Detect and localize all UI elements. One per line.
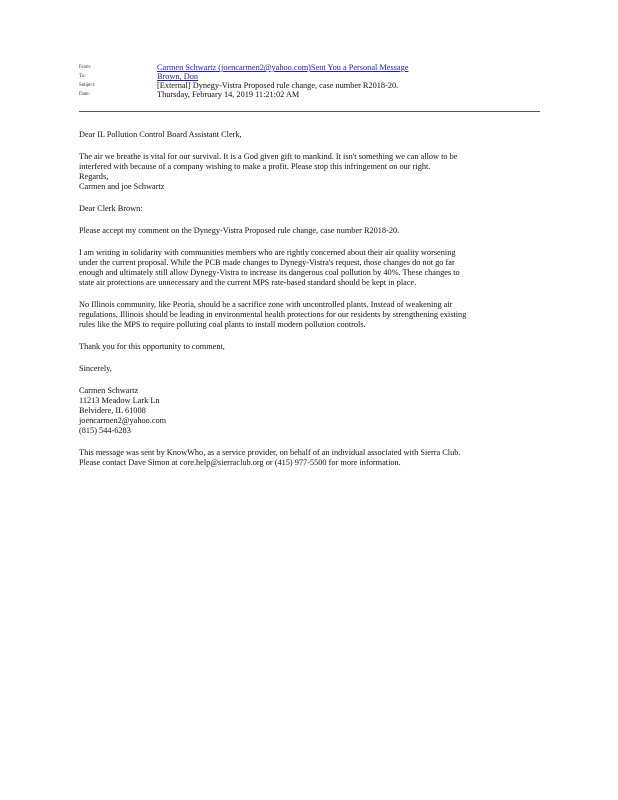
signature-street: 11213 Meadow Lark Ln (79, 396, 160, 405)
paragraph-line: regulations, Illinois should be leading in environmental health protections for our residents by strengthening existing (79, 310, 467, 319)
subject-value: [External] Dynegy-Vistra Proposed rule change, case number R2018-20. (157, 81, 399, 90)
paragraph-line: rules like the MPS to require polluting coal plants to install modern pollution controls. (79, 320, 366, 329)
paragraph-line: under the current proposal. While the PCB made changes to Dynegy-Vistra's request, those changes do not go far (79, 258, 455, 267)
email-body (79, 130, 539, 468)
header-to-row (79, 72, 549, 81)
to-label: To: (79, 74, 86, 79)
footer-notice (79, 448, 539, 468)
closing-line: Sincerely, (79, 364, 112, 373)
paragraph-line: enough and ultimately still allow Dynegy-Vistra to increase its dangerous coal pollution by 40%. These changes to (79, 268, 460, 277)
footer-line: This message was sent by KnowWho, as a service provider, on behalf of an individual associated with Sierra Club. (79, 448, 461, 457)
signature-city: Belvidere, IL 61008 (79, 406, 146, 415)
paragraph-line: Regards, (79, 172, 109, 181)
header-from-row (79, 63, 549, 72)
subject-label: Subject: (79, 83, 96, 88)
paragraph-line: No Illinois community, like Peoria, should be a sacrifice zone with uncontrolled plants. Instead of weakening air (79, 300, 453, 309)
footer-line: Please contact Dave Simon at core.help@sierraclub.org or (415) 977-5500 for more information. (79, 458, 401, 467)
signature-email: joencarmen2@yahoo.com (79, 416, 167, 425)
paragraph-line: state air protections are unnecessary and the current MPS rate-based standard should be kept in place. (79, 278, 417, 287)
to-value-link[interactable]: Brown, Don (157, 72, 199, 81)
paragraph-solidarity (79, 248, 539, 288)
email-header (79, 63, 549, 99)
signature-name: Carmen Schwartz (79, 386, 139, 395)
date-value: Thursday, February 14, 2019 11:21:02 AM (157, 90, 300, 99)
paragraph-illinois (79, 300, 539, 330)
paragraph-line: I am writing in solidarity with communities members who are rightly concerned about their air quality worsening (79, 248, 456, 257)
header-divider (79, 111, 540, 112)
paragraph-accept: Please accept my comment on the Dynegy-Vistra Proposed rule change, case number R2018-20. (79, 226, 400, 235)
header-date-row (79, 90, 549, 99)
paragraph-air (79, 152, 539, 192)
greeting-clerk-brown: Dear Clerk Brown: (79, 204, 143, 213)
thanks-line: Thank you for this opportunity to comment, (79, 342, 225, 351)
from-value-link[interactable]: Carmen Schwartz (joencarmen2@yahoo.com)Sent You a Personal Message (157, 63, 409, 72)
greeting-clerk: Dear IL Pollution Control Board Assistant Clerk, (79, 130, 242, 139)
from-label: From: (79, 65, 92, 70)
paragraph-line: interfered with because of a company wishing to make a profit. Please stop this infringement on our right. (79, 162, 431, 171)
header-subject-row (79, 81, 549, 90)
paragraph-line: Carmen and joe Schwartz (79, 182, 165, 191)
date-label: Date: (79, 92, 90, 97)
paragraph-line: The air we breathe is vital for our survival. It is a God given gift to mankind. It isn't something we can allow to be (79, 152, 458, 161)
signature-block (79, 386, 539, 436)
signature-phone: (815) 544-6283 (79, 426, 131, 435)
